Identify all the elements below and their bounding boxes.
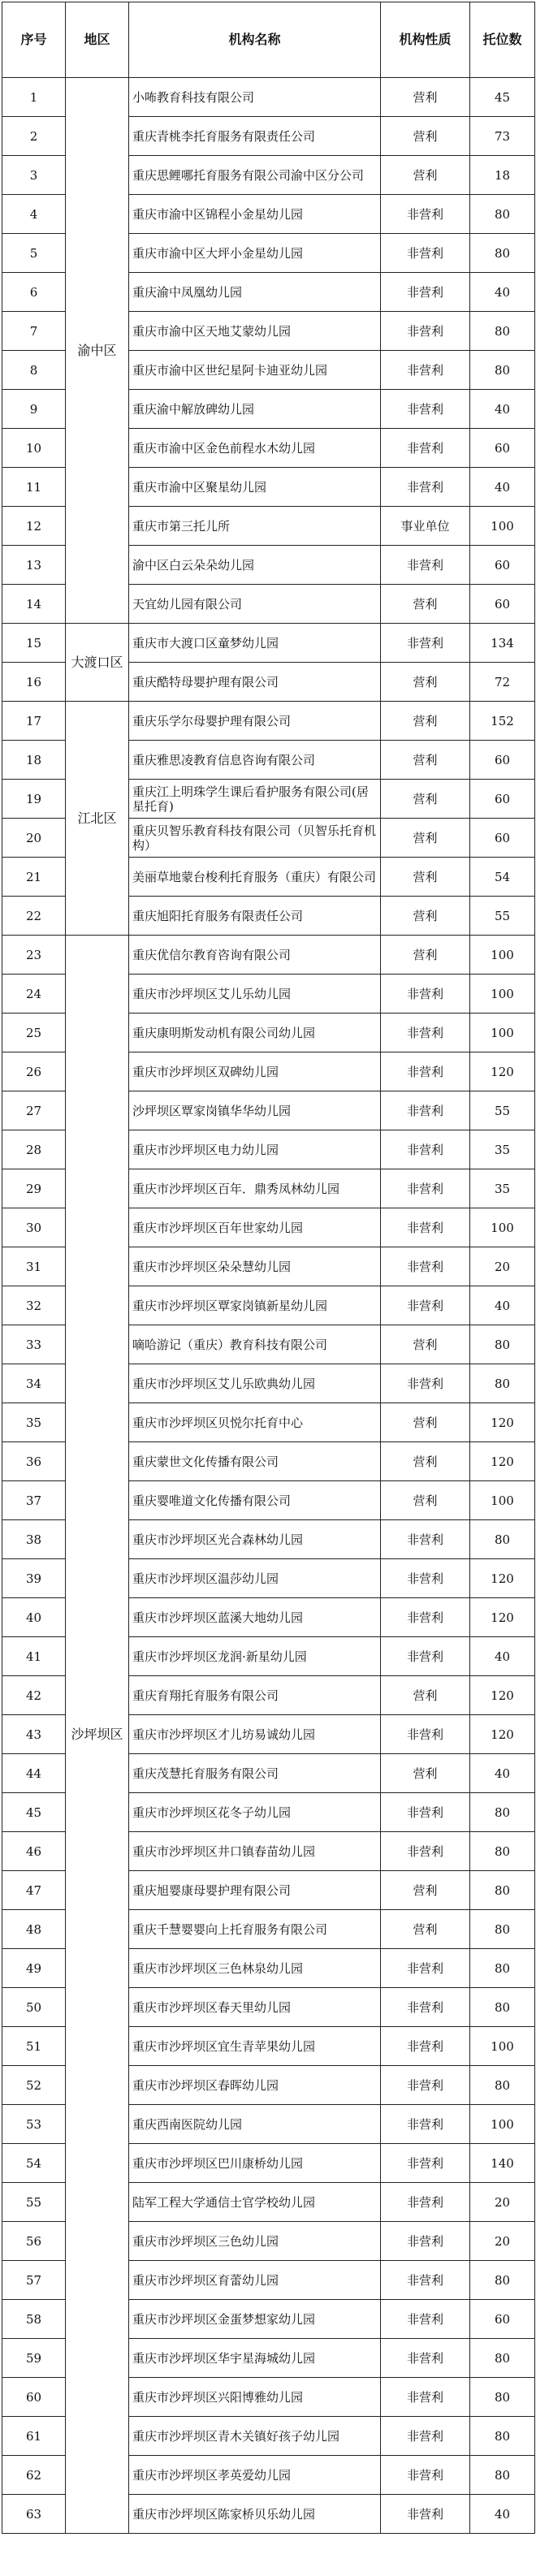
nursery-institutions-table	[2, 2, 535, 2534]
seat-count: 40	[470, 1286, 535, 1325]
institution-name: 美丽草地蒙台梭利托育服务（重庆）有限公司	[129, 858, 381, 897]
seat-count: 60	[470, 546, 535, 585]
institution-type: 营利	[381, 663, 470, 702]
seat-count: 100	[470, 1014, 535, 1052]
institution-type: 营利	[381, 858, 470, 897]
seat-count: 80	[470, 351, 535, 390]
row-number: 45	[2, 1793, 66, 1832]
row-number: 7	[2, 312, 66, 351]
row-number: 48	[2, 1910, 66, 1949]
seat-count: 80	[470, 1520, 535, 1559]
institution-type: 非营利	[381, 1208, 470, 1247]
institution-name: 重庆市沙坪坝区百年世家幼儿园	[129, 1208, 381, 1247]
seat-count: 73	[470, 117, 535, 156]
institution-type: 营利	[381, 1871, 470, 1910]
institution-type: 非营利	[381, 1130, 470, 1169]
seat-count: 60	[470, 741, 535, 780]
header-row	[2, 2, 535, 78]
institution-type: 非营利	[381, 975, 470, 1014]
institution-type: 非营利	[381, 2300, 470, 2339]
seat-count: 54	[470, 858, 535, 897]
row-number: 2	[2, 117, 66, 156]
institution-name: 重庆市沙坪坝区井口镇春苗幼儿园	[129, 1832, 381, 1871]
institution-name: 重庆市沙坪坝区宜生青苹果幼儿园	[129, 2027, 381, 2066]
row-number: 15	[2, 624, 66, 663]
row-number: 29	[2, 1169, 66, 1208]
row-number: 54	[2, 2144, 66, 2183]
seat-count: 80	[470, 1325, 535, 1364]
institution-name: 陆军工程大学通信士官学校幼儿园	[129, 2183, 381, 2222]
institution-name: 重庆市沙坪坝区三色林泉幼儿园	[129, 1949, 381, 1988]
row-number: 9	[2, 390, 66, 429]
district-cell: 沙坪坝区	[66, 936, 129, 2534]
row-number: 16	[2, 663, 66, 702]
institution-type: 营利	[381, 1325, 470, 1364]
row-number: 43	[2, 1715, 66, 1754]
institution-type: 非营利	[381, 2495, 470, 2534]
seat-count: 80	[470, 2456, 535, 2495]
seat-count: 80	[470, 2417, 535, 2456]
institution-name: 重庆市沙坪坝区艾儿乐幼儿园	[129, 975, 381, 1014]
institution-type: 非营利	[381, 1793, 470, 1832]
institution-type: 非营利	[381, 1832, 470, 1871]
seat-count: 55	[470, 1091, 535, 1130]
seat-count: 60	[470, 585, 535, 624]
row-number: 22	[2, 897, 66, 936]
row-number: 30	[2, 1208, 66, 1247]
institution-type: 非营利	[381, 624, 470, 663]
institution-type: 非营利	[381, 1637, 470, 1676]
institution-name: 重庆市渝中区锦程小金星幼儿园	[129, 195, 381, 234]
institution-name: 小咘教育科技有限公司	[129, 78, 381, 117]
row-number: 44	[2, 1754, 66, 1793]
seat-count: 120	[470, 1715, 535, 1754]
row-number: 17	[2, 702, 66, 741]
institution-type: 非营利	[381, 1052, 470, 1091]
institution-name: 重庆乐学尔母婴护理有限公司	[129, 702, 381, 741]
institution-name: 重庆市沙坪坝区巴川康桥幼儿园	[129, 2144, 381, 2183]
institution-type: 非营利	[381, 2378, 470, 2417]
seat-count: 80	[470, 1793, 535, 1832]
row-number: 4	[2, 195, 66, 234]
institution-type: 非营利	[381, 1247, 470, 1286]
institution-name: 渝中区白云朵朵幼儿园	[129, 546, 381, 585]
institution-name: 重庆市渝中区金色前程水木幼儿园	[129, 429, 381, 468]
institution-name: 重庆育翔托育服务有限公司	[129, 1676, 381, 1715]
institution-type: 非营利	[381, 312, 470, 351]
seat-count: 80	[470, 1910, 535, 1949]
district-cell: 渝中区	[66, 78, 129, 624]
header-institution-type: 机构性质	[381, 2, 470, 78]
seat-count: 20	[470, 2222, 535, 2261]
seat-count: 60	[470, 819, 535, 858]
institution-name: 重庆市沙坪坝区覃家岗镇新星幼儿园	[129, 1286, 381, 1325]
institution-type: 营利	[381, 741, 470, 780]
institution-type: 非营利	[381, 1559, 470, 1598]
institution-name: 重庆市沙坪坝区电力幼儿园	[129, 1130, 381, 1169]
row-number: 18	[2, 741, 66, 780]
seat-count: 80	[470, 1871, 535, 1910]
seat-count: 80	[470, 1832, 535, 1871]
institution-type: 营利	[381, 780, 470, 819]
seat-count: 60	[470, 2300, 535, 2339]
institution-name: 重庆市渝中区天地艾蒙幼儿园	[129, 312, 381, 351]
seat-count: 80	[470, 1949, 535, 1988]
seat-count: 35	[470, 1169, 535, 1208]
institution-name: 重庆市沙坪坝区才儿坊易诚幼儿园	[129, 1715, 381, 1754]
institution-type: 非营利	[381, 1520, 470, 1559]
institution-type: 非营利	[381, 390, 470, 429]
institution-type: 营利	[381, 1442, 470, 1481]
seat-count: 120	[470, 1403, 535, 1442]
institution-name: 重庆市沙坪坝区花冬子幼儿园	[129, 1793, 381, 1832]
row-number: 36	[2, 1442, 66, 1481]
row-number: 24	[2, 975, 66, 1014]
institution-type: 营利	[381, 1676, 470, 1715]
row-number: 56	[2, 2222, 66, 2261]
institution-name: 重庆市沙坪坝区华宇星海城幼儿园	[129, 2339, 381, 2378]
row-number: 1	[2, 78, 66, 117]
seat-count: 140	[470, 2144, 535, 2183]
institution-name: 重庆市沙坪坝区三色幼儿园	[129, 2222, 381, 2261]
row-number: 35	[2, 1403, 66, 1442]
row-number: 42	[2, 1676, 66, 1715]
row-number: 10	[2, 429, 66, 468]
institution-name: 重庆市沙坪坝区百年．鼎秀凤林幼儿园	[129, 1169, 381, 1208]
seat-count: 120	[470, 1442, 535, 1481]
institution-type: 营利	[381, 585, 470, 624]
institution-type: 营利	[381, 1481, 470, 1520]
row-number: 12	[2, 507, 66, 546]
institution-type: 非营利	[381, 2456, 470, 2495]
seat-count: 40	[470, 390, 535, 429]
institution-name: 重庆市沙坪坝区孝英爱幼儿园	[129, 2456, 381, 2495]
institution-type: 非营利	[381, 468, 470, 507]
institution-name: 沙坪坝区覃家岗镇华华幼儿园	[129, 1091, 381, 1130]
institution-name: 重庆市沙坪坝区兴阳博雅幼儿园	[129, 2378, 381, 2417]
row-number: 58	[2, 2300, 66, 2339]
institution-type: 非营利	[381, 2417, 470, 2456]
institution-type: 非营利	[381, 2183, 470, 2222]
seat-count: 152	[470, 702, 535, 741]
table-body	[2, 78, 535, 2534]
institution-type: 非营利	[381, 1364, 470, 1403]
header-no: 序号	[2, 2, 66, 78]
institution-type: 营利	[381, 897, 470, 936]
seat-count: 45	[470, 78, 535, 117]
row-number: 3	[2, 156, 66, 195]
table-row	[2, 702, 535, 741]
institution-name: 重庆江上明珠学生课后看护服务有限公司(居星托育)	[129, 780, 381, 819]
row-number: 21	[2, 858, 66, 897]
institution-name: 重庆优信尔教育咨询有限公司	[129, 936, 381, 975]
row-number: 13	[2, 546, 66, 585]
institution-name: 重庆蒙世文化传播有限公司	[129, 1442, 381, 1481]
row-number: 62	[2, 2456, 66, 2495]
institution-type: 营利	[381, 936, 470, 975]
row-number: 28	[2, 1130, 66, 1169]
row-number: 19	[2, 780, 66, 819]
seat-count: 134	[470, 624, 535, 663]
institution-name: 嘀哈游记（重庆）教育科技有限公司	[129, 1325, 381, 1364]
institution-name: 重庆贝智乐教育科技有限公司（贝智乐托育机构）	[129, 819, 381, 858]
institution-name: 重庆市沙坪坝区春晖幼儿园	[129, 2066, 381, 2105]
seat-count: 100	[470, 1481, 535, 1520]
row-number: 46	[2, 1832, 66, 1871]
institution-type: 非营利	[381, 546, 470, 585]
institution-type: 非营利	[381, 273, 470, 312]
district-cell: 大渡口区	[66, 624, 129, 702]
institution-name: 天宜幼儿园有限公司	[129, 585, 381, 624]
institution-name: 重庆市沙坪坝区光合森林幼儿园	[129, 1520, 381, 1559]
seat-count: 72	[470, 663, 535, 702]
row-number: 31	[2, 1247, 66, 1286]
row-number: 25	[2, 1014, 66, 1052]
institution-type: 非营利	[381, 2339, 470, 2378]
institution-type: 非营利	[381, 2261, 470, 2300]
row-number: 63	[2, 2495, 66, 2534]
seat-count: 80	[470, 1364, 535, 1403]
seat-count: 20	[470, 2183, 535, 2222]
institution-name: 重庆婴唯道文化传播有限公司	[129, 1481, 381, 1520]
row-number: 51	[2, 2027, 66, 2066]
row-number: 61	[2, 2417, 66, 2456]
seat-count: 80	[470, 2066, 535, 2105]
seat-count: 100	[470, 507, 535, 546]
row-number: 53	[2, 2105, 66, 2144]
row-number: 8	[2, 351, 66, 390]
row-number: 60	[2, 2378, 66, 2417]
row-number: 5	[2, 234, 66, 273]
seat-count: 40	[470, 2495, 535, 2534]
institution-type: 营利	[381, 1403, 470, 1442]
institution-name: 重庆思鲤哪托育服务有限公司渝中区分公司	[129, 156, 381, 195]
institution-type: 营利	[381, 819, 470, 858]
institution-type: 非营利	[381, 1091, 470, 1130]
institution-type: 非营利	[381, 2222, 470, 2261]
seat-count: 100	[470, 1208, 535, 1247]
institution-name: 重庆旭阳托育服务有限责任公司	[129, 897, 381, 936]
seat-count: 80	[470, 312, 535, 351]
institution-name: 重庆市沙坪坝区育蕾幼儿园	[129, 2261, 381, 2300]
row-number: 33	[2, 1325, 66, 1364]
institution-name: 重庆千慧婴婴向上托育服务有限公司	[129, 1910, 381, 1949]
institution-type: 非营利	[381, 1014, 470, 1052]
seat-count: 20	[470, 1247, 535, 1286]
institution-type: 非营利	[381, 1988, 470, 2027]
institution-name: 重庆酷特母婴护理有限公司	[129, 663, 381, 702]
row-number: 20	[2, 819, 66, 858]
institution-type: 非营利	[381, 2027, 470, 2066]
institution-name: 重庆市沙坪坝区龙润·新星幼儿园	[129, 1637, 381, 1676]
institution-type: 非营利	[381, 195, 470, 234]
seat-count: 100	[470, 975, 535, 1014]
table-row	[2, 624, 535, 663]
row-number: 41	[2, 1637, 66, 1676]
header-district: 地区	[66, 2, 129, 78]
institution-name: 重庆市渝中区世纪星阿卡迪亚幼儿园	[129, 351, 381, 390]
seat-count: 80	[470, 195, 535, 234]
row-number: 59	[2, 2339, 66, 2378]
seat-count: 120	[470, 1559, 535, 1598]
seat-count: 80	[470, 1988, 535, 2027]
institution-name: 重庆渝中凤凰幼儿园	[129, 273, 381, 312]
row-number: 23	[2, 936, 66, 975]
institution-name: 重庆康明斯发动机有限公司幼儿园	[129, 1014, 381, 1052]
row-number: 39	[2, 1559, 66, 1598]
institution-name: 重庆青桃李托育服务有限责任公司	[129, 117, 381, 156]
row-number: 6	[2, 273, 66, 312]
row-number: 57	[2, 2261, 66, 2300]
institution-type: 事业单位	[381, 507, 470, 546]
row-number: 47	[2, 1871, 66, 1910]
header-seat-count: 托位数	[470, 2, 535, 78]
seat-count: 80	[470, 2261, 535, 2300]
institution-type: 营利	[381, 702, 470, 741]
seat-count: 100	[470, 2105, 535, 2144]
institution-type: 营利	[381, 117, 470, 156]
institution-name: 重庆西南医院幼儿园	[129, 2105, 381, 2144]
row-number: 34	[2, 1364, 66, 1403]
institution-name: 重庆雅思凌教育信息咨询有限公司	[129, 741, 381, 780]
seat-count: 100	[470, 936, 535, 975]
header-institution-name: 机构名称	[129, 2, 381, 78]
seat-count: 120	[470, 1598, 535, 1637]
institution-type: 非营利	[381, 2066, 470, 2105]
institution-name: 重庆市沙坪坝区春天里幼儿园	[129, 1988, 381, 2027]
seat-count: 80	[470, 2378, 535, 2417]
row-number: 55	[2, 2183, 66, 2222]
seat-count: 40	[470, 1637, 535, 1676]
institution-type: 非营利	[381, 1949, 470, 1988]
institution-name: 重庆市渝中区大坪小金星幼儿园	[129, 234, 381, 273]
seat-count: 80	[470, 234, 535, 273]
institution-name: 重庆市沙坪坝区金蛋梦想家幼儿园	[129, 2300, 381, 2339]
institution-name: 重庆茂慧托育服务有限公司	[129, 1754, 381, 1793]
seat-count: 40	[470, 1754, 535, 1793]
seat-count: 120	[470, 1052, 535, 1091]
institution-type: 非营利	[381, 234, 470, 273]
row-number: 11	[2, 468, 66, 507]
institution-name: 重庆渝中解放碑幼儿园	[129, 390, 381, 429]
institution-type: 营利	[381, 1754, 470, 1793]
seat-count: 80	[470, 2339, 535, 2378]
row-number: 50	[2, 1988, 66, 2027]
seat-count: 55	[470, 897, 535, 936]
seat-count: 40	[470, 468, 535, 507]
institution-name: 重庆市沙坪坝区贝悦尔托育中心	[129, 1403, 381, 1442]
seat-count: 40	[470, 273, 535, 312]
institution-name: 重庆市沙坪坝区朵朵慧幼儿园	[129, 1247, 381, 1286]
row-number: 37	[2, 1481, 66, 1520]
seat-count: 60	[470, 429, 535, 468]
institution-name: 重庆市沙坪坝区蓝溪大地幼儿园	[129, 1598, 381, 1637]
row-number: 27	[2, 1091, 66, 1130]
institution-type: 非营利	[381, 1598, 470, 1637]
institution-name: 重庆市大渡口区童梦幼儿园	[129, 624, 381, 663]
institution-type: 非营利	[381, 429, 470, 468]
seat-count: 100	[470, 2027, 535, 2066]
row-number: 40	[2, 1598, 66, 1637]
seat-count: 18	[470, 156, 535, 195]
institution-type: 非营利	[381, 2105, 470, 2144]
seat-count: 60	[470, 780, 535, 819]
row-number: 14	[2, 585, 66, 624]
table-row	[2, 936, 535, 975]
institution-type: 非营利	[381, 2144, 470, 2183]
institution-type: 非营利	[381, 1169, 470, 1208]
institution-type: 非营利	[381, 1715, 470, 1754]
institution-type: 非营利	[381, 1286, 470, 1325]
institution-name: 重庆市沙坪坝区艾儿乐欧典幼儿园	[129, 1364, 381, 1403]
row-number: 32	[2, 1286, 66, 1325]
institution-type: 营利	[381, 78, 470, 117]
institution-name: 重庆市沙坪坝区陈家桥贝乐幼儿园	[129, 2495, 381, 2534]
row-number: 26	[2, 1052, 66, 1091]
institution-type: 营利	[381, 1910, 470, 1949]
institution-name: 重庆市沙坪坝区青木关镇好孩子幼儿园	[129, 2417, 381, 2456]
institution-name: 重庆市沙坪坝区温莎幼儿园	[129, 1559, 381, 1598]
district-cell: 江北区	[66, 702, 129, 936]
institution-name: 重庆旭婴康母婴护理有限公司	[129, 1871, 381, 1910]
row-number: 52	[2, 2066, 66, 2105]
institution-type: 营利	[381, 156, 470, 195]
institution-name: 重庆市渝中区聚星幼儿园	[129, 468, 381, 507]
institution-name: 重庆市沙坪坝区双碑幼儿园	[129, 1052, 381, 1091]
institution-name: 重庆市第三托儿所	[129, 507, 381, 546]
table-row	[2, 78, 535, 117]
institution-type: 非营利	[381, 351, 470, 390]
row-number: 49	[2, 1949, 66, 1988]
seat-count: 35	[470, 1130, 535, 1169]
seat-count: 120	[470, 1676, 535, 1715]
row-number: 38	[2, 1520, 66, 1559]
